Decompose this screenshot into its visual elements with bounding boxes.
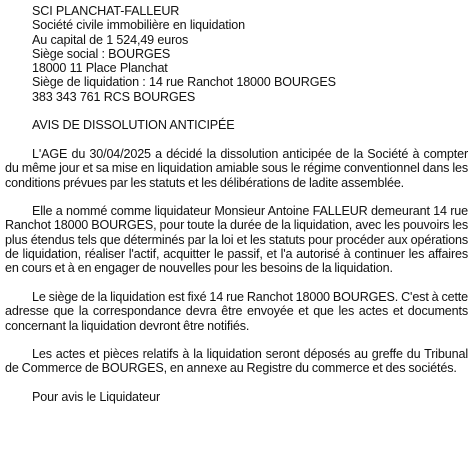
paragraph-filing: Les actes et pièces relatifs à la liquidation seront déposés au greffe du Tribunal de Commerce de BOURGES, en annexe au Registre du commerce et des sociétés. (5, 347, 468, 376)
paragraph-dissolution: L'AGE du 30/04/2025 a décidé la dissolution anticipée de la Société à compter du même jour et sa mise en liquidation amiable sous le régime conventionnel dans les conditions prévues par les statuts et les délibérations de ladite assemblée. (5, 146, 468, 190)
signature-line: Pour avis le Liquidateur (32, 390, 161, 405)
liquidation-office: Siège de liquidation : 14 rue Ranchot 18000 BOURGES (32, 75, 336, 90)
paragraph-liquidator: Elle a nommé comme liquidateur Monsieur Antoine FALLEUR demeurant 14 rue Ranchot 18000 BOURGES, pour toute la durée de la liquidation, avec les pouvoirs les plus étendus tels que déterminés par la loi et les statuts pour procéder aux opérations de liquidation, réaliser l'actif, acquitter le passif, et l'a autorisé à continuer les affaires en cours et à en engager de nouvelles pour les besoins de la liquidation. (5, 204, 468, 276)
company-registration: 383 343 761 RCS BOURGES (32, 89, 196, 104)
company-name: SCI PLANCHAT-FALLEUR (32, 4, 180, 18)
company-capital: Au capital de 1 524,49 euros (32, 32, 189, 47)
spacer (5, 190, 468, 204)
spacer (5, 133, 468, 147)
head-office-address: 18000 11 Place Planchat (32, 61, 168, 76)
spacer (5, 104, 468, 118)
spacer (5, 276, 468, 290)
company-form: Société civile immobilière en liquidation (32, 18, 245, 33)
company-header (5, 4, 468, 104)
head-office-label: Siège social : BOURGES (32, 46, 171, 61)
spacer (5, 333, 468, 347)
paragraph-liquidation-office: Le siège de la liquidation est fixé 14 rue Ranchot 18000 BOURGES. C'est à cette adresse que la correspondance devra être envoyée et que les actes et documents concernant la liquidation devront être notifiés. (5, 289, 468, 333)
notice-title: AVIS DE DISSOLUTION ANTICIPÉE (32, 118, 235, 133)
spacer (5, 376, 468, 390)
